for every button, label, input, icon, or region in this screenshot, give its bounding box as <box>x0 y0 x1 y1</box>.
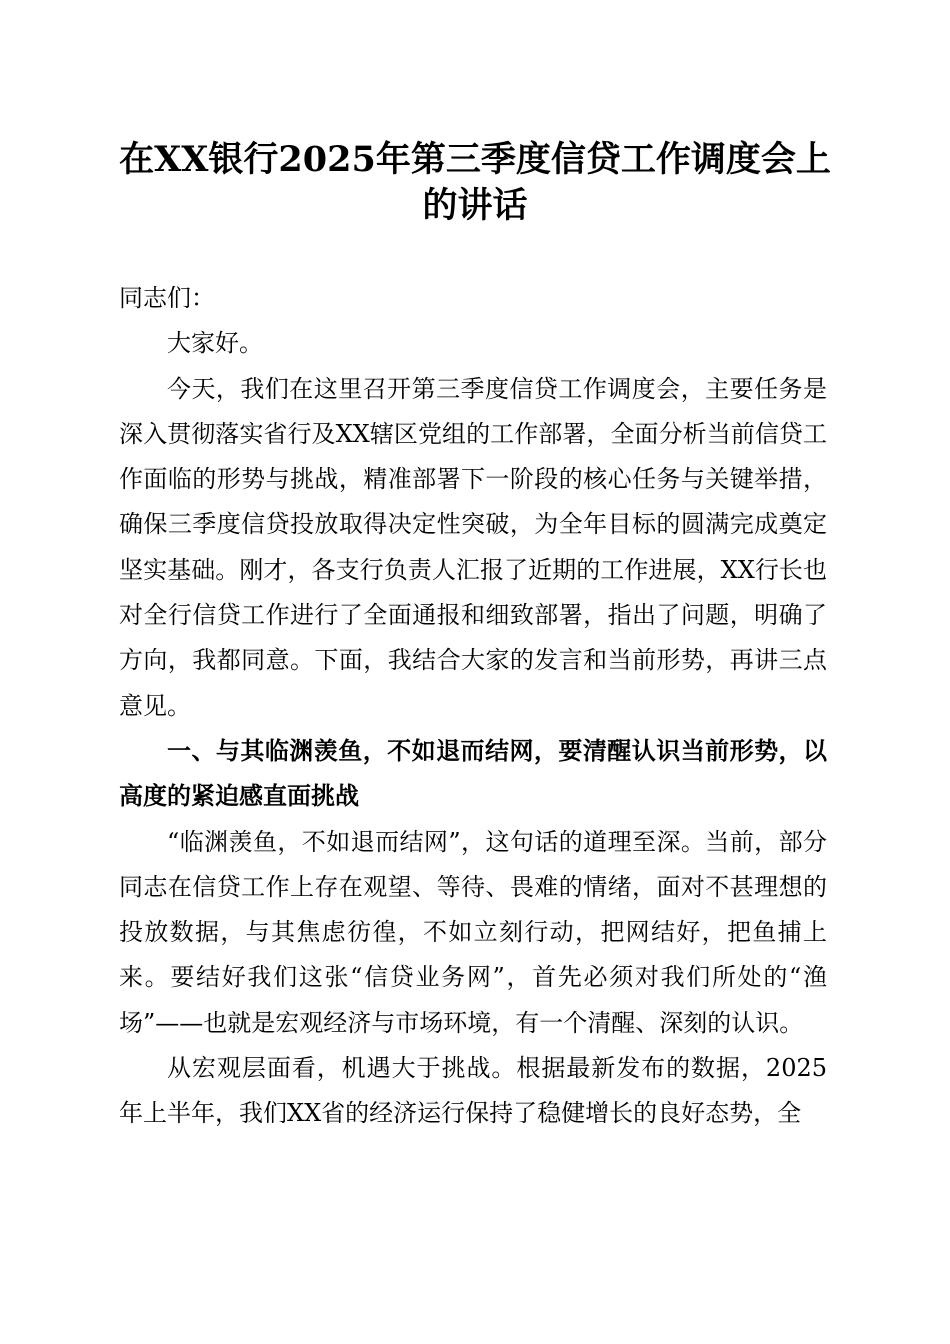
document-title: 在XX银行2025年第三季度信贷工作调度会上的讲话 <box>119 139 831 226</box>
salutation: 同志们： <box>119 284 215 312</box>
section-heading: 一、与其临渊羡鱼，不如退而结网，要清醒认识当前形势，以高度的紧迫感直面挑战 <box>119 736 827 811</box>
section-paragraph: 从宏观层面看，机遇大于挑战。根据最新发布的数据，2025年上半年，我们XX省的经济运行保持了稳健增长的良好态势，全 <box>119 1054 827 1128</box>
section-paragraph: “临渊羡鱼，不如退而结网”，这句话的道理至深。当前，部分同志在信贷工作上存在观望、等待、畏难的情绪，面对不甚理想的投放数据，与其焦虑彷徨，不如立刻行动，把网结好，把鱼捕上来。要结好我们这张“信贷业务网”，首先必须对我们所处的“渔场”——也就是宏观经济与市场环境，有一个清醒、深刻的认识。 <box>119 827 827 1037</box>
document-body <box>119 276 827 1137</box>
intro-paragraph: 今天，我们在这里召开第三季度信贷工作调度会，主要任务是深入贯彻落实省行及XX辖区党组的工作部署，全面分析当前信贷工作面临的形势与挑战，精准部署下一阶段的核心任务与关键举措，确保三季度信贷投放取得决定性突破，为全年目标的圆满完成奠定坚实基础。刚才，各支行负责人汇报了近期的工作进展，XX行长也对全行信贷工作进行了全面通报和细致部署，指出了问题，明确了方向，我都同意。下面，我结合大家的发言和当前形势，再讲三点意见。 <box>119 374 827 720</box>
greeting: 大家好。 <box>167 329 263 358</box>
